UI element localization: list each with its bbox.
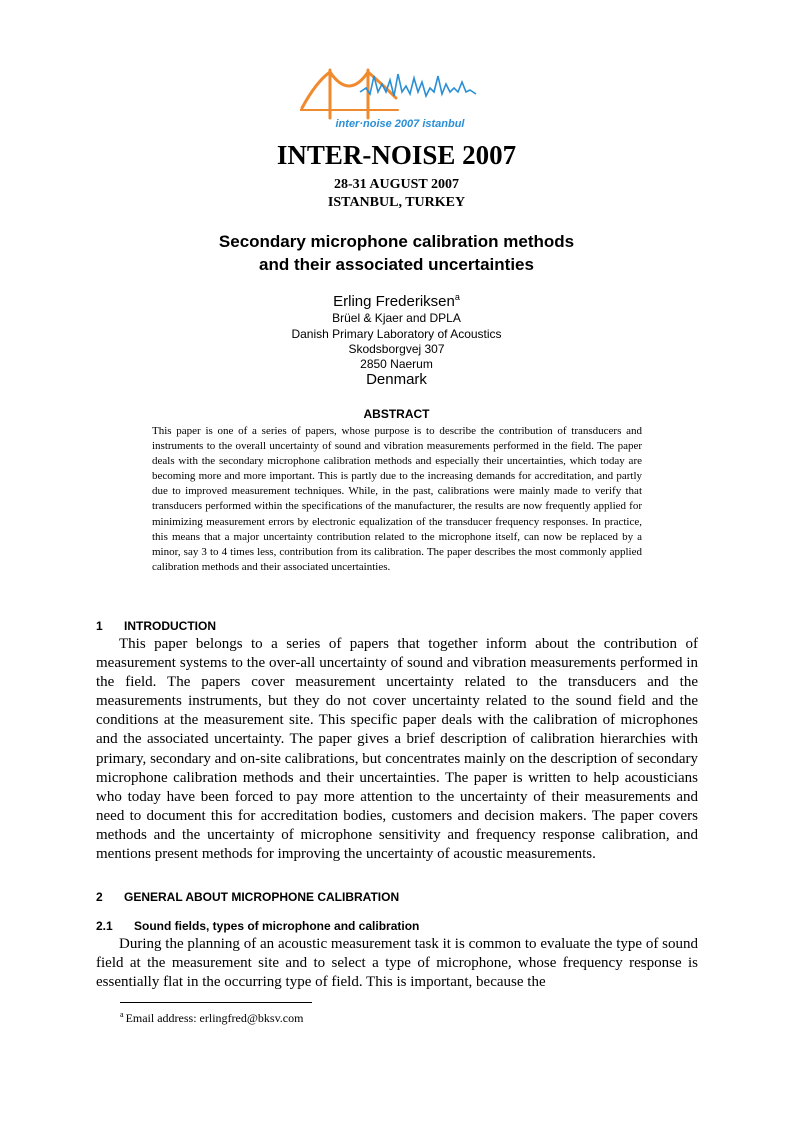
section-number: 1 (96, 619, 103, 633)
affiliation-line: Brüel & Kjaer and DPLA (332, 311, 461, 325)
footnote-divider (120, 1002, 312, 1003)
author-footnote-mark: a (454, 292, 460, 302)
section-heading-general (96, 890, 399, 904)
introduction-paragraph: This paper belongs to a series of papers that together inform about the contribution of measurement systems to the over-all uncertainty of sound and vibration measurements performed in the field. The papers cover measurement uncertainty related to the transducers and the measurements instruments, but they do not cover uncertainty related to the sound field and the conditions at the measurement site. This specific paper deals with the calibration of microphones and the associated uncertainty. The paper gives a brief description of calibration hierarchies with primary, secondary and on-site calibrations, but concentrates mainly on the description of secondary microphone calibration methods and their uncertainties. The paper is written to help acousticians who today have been forced to pay more attention to the uncertainty of their measurements and need to document this for accreditation bodies, customers and decision makers. The paper covers methods and the uncertainty of microphone sensitivity and frequency response calibration, and mentions present methods for improving the uncertainty of acoustic measurements. (96, 636, 698, 863)
section-heading-introduction (96, 619, 216, 633)
subsection-heading-sound-fields (96, 919, 419, 933)
affiliation-line: Danish Primary Laboratory of Acoustics (291, 327, 502, 341)
sound-wave-icon (360, 74, 476, 96)
paper-title-line2: and their associated uncertainties (259, 255, 534, 274)
affiliation-country: Denmark (366, 371, 427, 388)
bridge-icon (300, 70, 398, 118)
footnote-mark: a (120, 1010, 124, 1019)
logo-caption: inter·noise 2007 istanbul (335, 118, 465, 130)
abstract-text: This paper is one of a series of papers, whose purpose is to describe the contribution of transducers and instruments to the overall uncertainty of sound and vibration measurements performed in the field. The paper deals with the secondary microphone calibration methods and especially their uncertainties, which today are becoming more and more important. This is partly due to the increasing demands for accreditation, and partly due to improved measurement techniques. While, in the past, calibrations were mainly made to verify that transducers performed within the specifications of the manufacturer, the results are now frequently applied for minimizing measurement errors by electronic equalization of the transducer frequency responses. In practice, this means that a major uncertainty contribution related to the microphone itself, can now be replaced by a minor, say 3 to 4 times less, contribution from its calibration. The paper describes the most commonly applied calibration methods and their associated uncertainties. (152, 425, 642, 573)
conference-place: ISTANBUL, TURKEY (327, 195, 466, 210)
conference-title: INTER-NOISE 2007 (276, 140, 517, 170)
paper-title-line1: Secondary microphone calibration methods (218, 232, 575, 251)
subsection-number: 2.1 (96, 919, 113, 933)
sound-fields-paragraph: During the planning of an acoustic measurement task it is common to evaluate the type of sound field at the measurement site and to select a type of microphone, whose frequency response is essentially flat in the occurring type of field. This is important, because the (96, 936, 698, 991)
affiliation-line: Skodsborgvej 307 (348, 342, 445, 356)
affiliation-line: 2850 Naerum (360, 357, 433, 371)
footnote-text: Email address: erlingfred@bksv.com (125, 1011, 304, 1025)
section-number: 2 (96, 890, 103, 904)
author-name: Erling Frederiksen (333, 293, 455, 310)
section-title: INTRODUCTION (124, 619, 216, 633)
author (0, 292, 793, 310)
section-title: GENERAL ABOUT MICROPHONE CALIBRATION (124, 890, 400, 904)
abstract-heading: ABSTRACT (363, 407, 430, 421)
footnote (120, 1010, 303, 1026)
conference-date: 28-31 AUGUST 2007 (334, 177, 459, 192)
subsection-title: Sound fields, types of microphone and calibration (134, 919, 420, 933)
